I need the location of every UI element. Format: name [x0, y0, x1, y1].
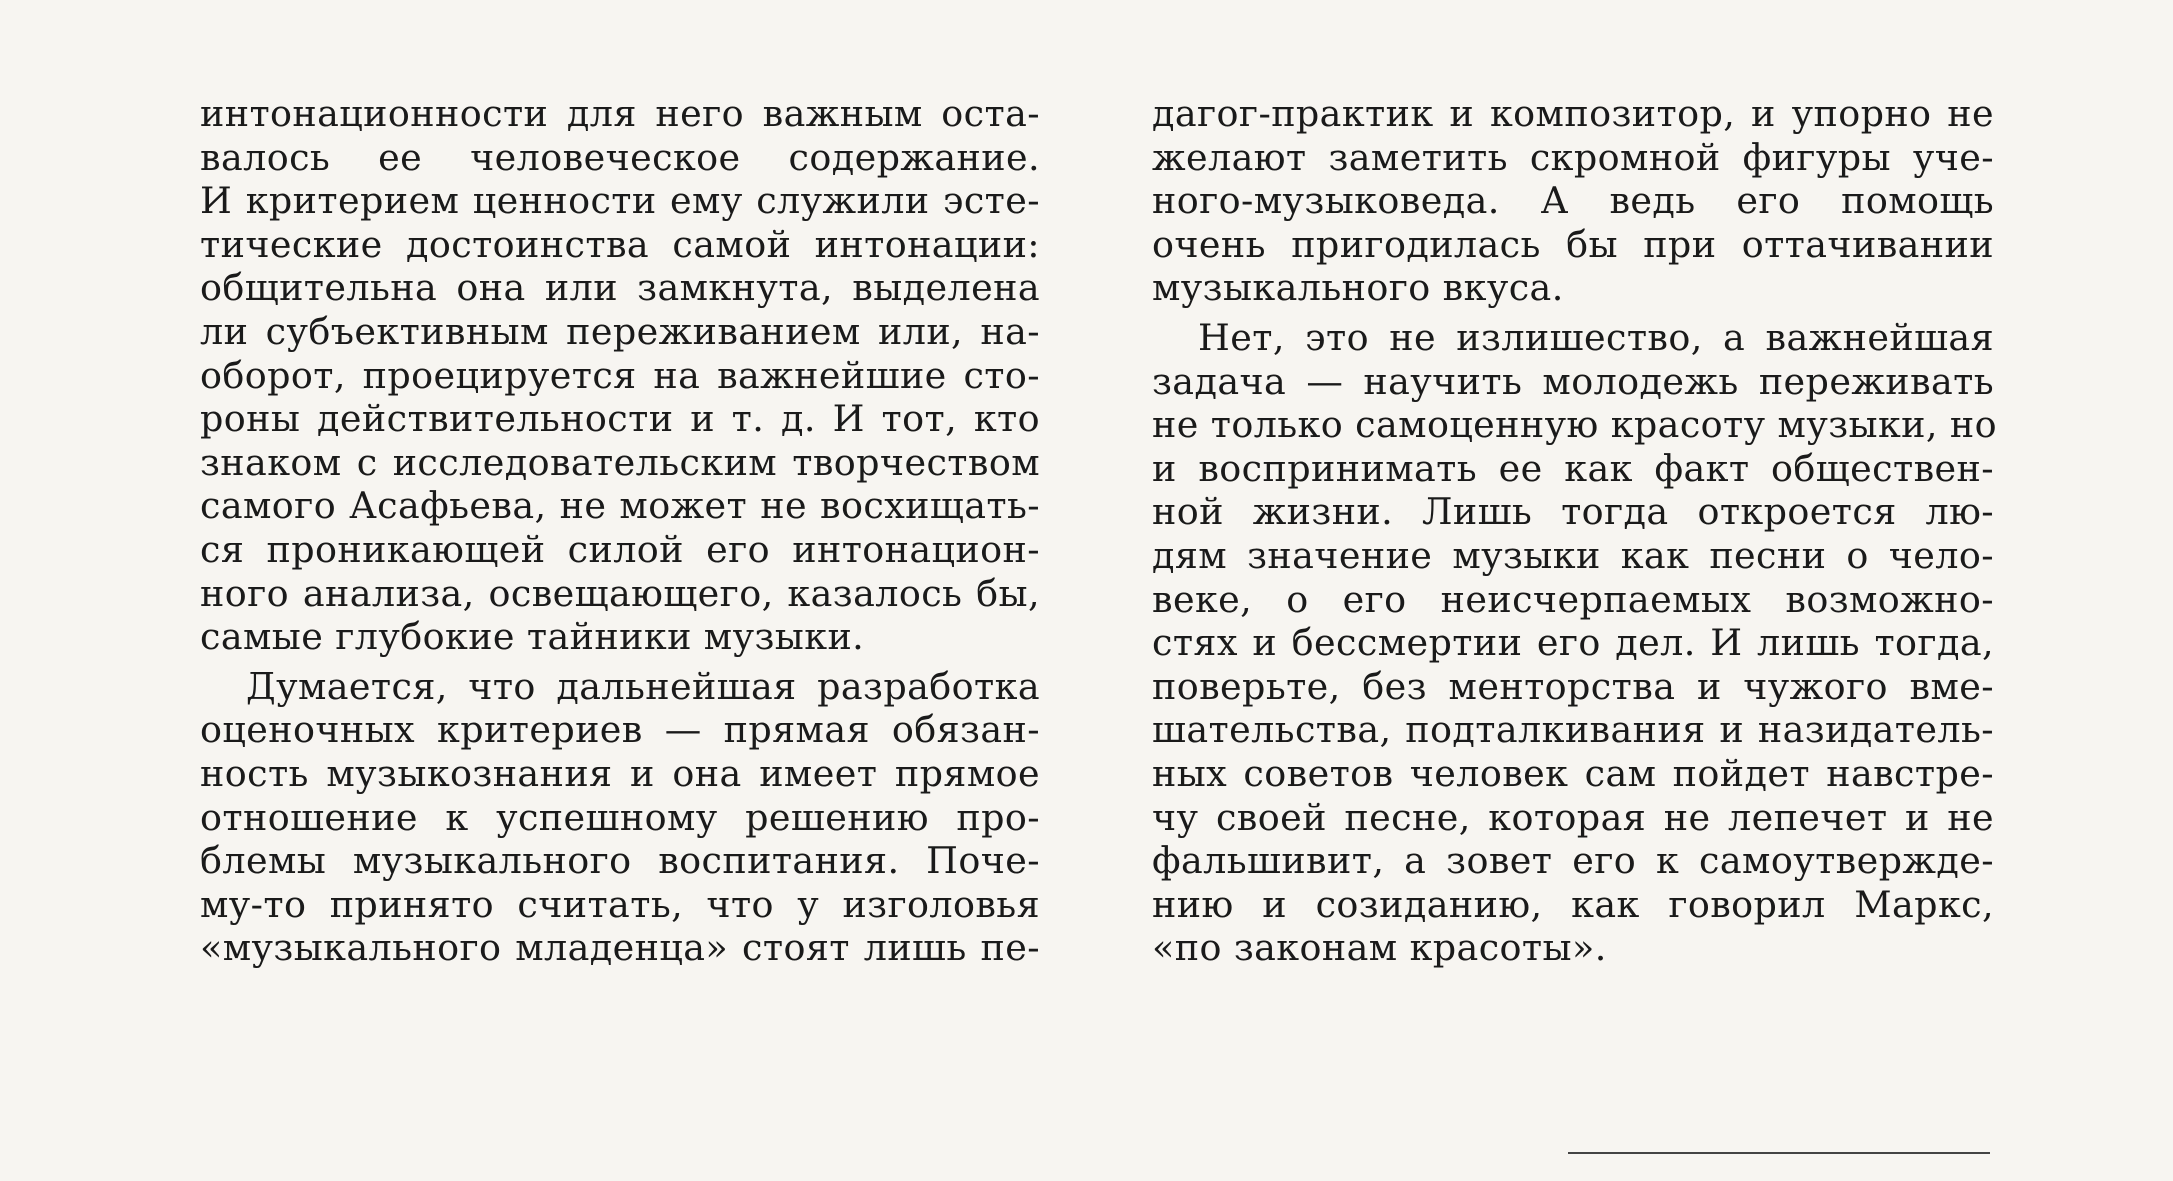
- text-line: «по законам красоты».: [1152, 926, 1607, 970]
- text-line: и воспринимать ее как факт обществен-: [1152, 446, 1994, 490]
- text-line: И критерием ценности ему служили эсте-: [200, 179, 1040, 223]
- text-line: шательства, подталкивания и назидатель-: [1152, 708, 1994, 752]
- text-line: блемы музыкального воспитания. Поче-: [200, 839, 1040, 883]
- text-line: знаком с исследовательским творчеством: [200, 440, 1040, 484]
- text-line: Нет, это не излишество, а важнейшая: [1198, 315, 1994, 359]
- text-line: поверьте, без менторства и чужого вме-: [1152, 664, 1994, 708]
- text-line: ность музыкознания и она имеет прямое: [200, 751, 1040, 795]
- text-line: фальшивит, а зовет его к самоутвержде-: [1152, 839, 1994, 883]
- text-line: дям значение музыки как песни о чело-: [1152, 533, 1994, 577]
- text-line: общительна она или замкнута, выделена: [200, 266, 1040, 310]
- text-line: «музыкального младенца» стоят лишь пе-: [200, 926, 1040, 970]
- text-line: самые глубокие тайники музыки.: [200, 615, 865, 659]
- text-line: оборот, проецируется на важнейшие сто-: [200, 353, 1040, 397]
- text-line: стях и бессмертии его дел. И лишь тогда,: [1152, 621, 1994, 665]
- text-line: ного-музыковеда. А ведь его помощь: [1152, 179, 1994, 223]
- text-line: самого Асафьева, не может не восхищать-: [200, 484, 1040, 528]
- text-line: желают заметить скромной фигуры уче-: [1152, 135, 1994, 179]
- text-line: задача — научить молодежь переживать: [1152, 359, 1994, 403]
- text-line: дагог-практик и композитор, и упорно не: [1152, 92, 1994, 135]
- text-line: му-то принято считать, что у изголовья: [200, 882, 1040, 926]
- footnote-divider: [1568, 1152, 1990, 1154]
- text-line: Думается, что дальнейшая разработка: [246, 664, 1040, 708]
- text-line: не только самоценную красоту музыки, но: [1152, 403, 1997, 447]
- text-line: ной жизни. Лишь тогда откроется лю-: [1152, 490, 1994, 534]
- text-line: роны действительности и т. д. И тот, кто: [200, 397, 1040, 441]
- text-line: оценочных критериев — прямая обязан-: [200, 708, 1040, 752]
- text-line: отношение к успешному решению про-: [200, 795, 1040, 839]
- text-line: очень пригодилась бы при оттачивании: [1152, 222, 1994, 266]
- text-line: нию и созиданию, как говорил Маркс,: [1152, 882, 1994, 926]
- text-line: тические достоинства самой интонации:: [200, 222, 1040, 266]
- text-line: чу своей песне, которая не лепечет и не: [1152, 795, 1994, 839]
- text-line: ся проникающей силой его интонацион-: [200, 527, 1040, 571]
- text-line: интонационности для него важным оста-: [200, 92, 1040, 135]
- text-line: валось ее человеческое содержание.: [200, 135, 1040, 179]
- right-text-column: [1152, 92, 1997, 970]
- text-line: ного анализа, освещающего, казалось бы,: [200, 571, 1040, 615]
- text-line: веке, о его неисчерпаемых возможно-: [1152, 577, 1994, 621]
- text-line: ли субъективным переживанием или, на-: [200, 309, 1040, 353]
- text-line: ных советов человек сам пойдет навстре-: [1152, 751, 1994, 795]
- left-text-column: [200, 92, 1040, 970]
- text-line: музыкального вкуса.: [1152, 266, 1564, 310]
